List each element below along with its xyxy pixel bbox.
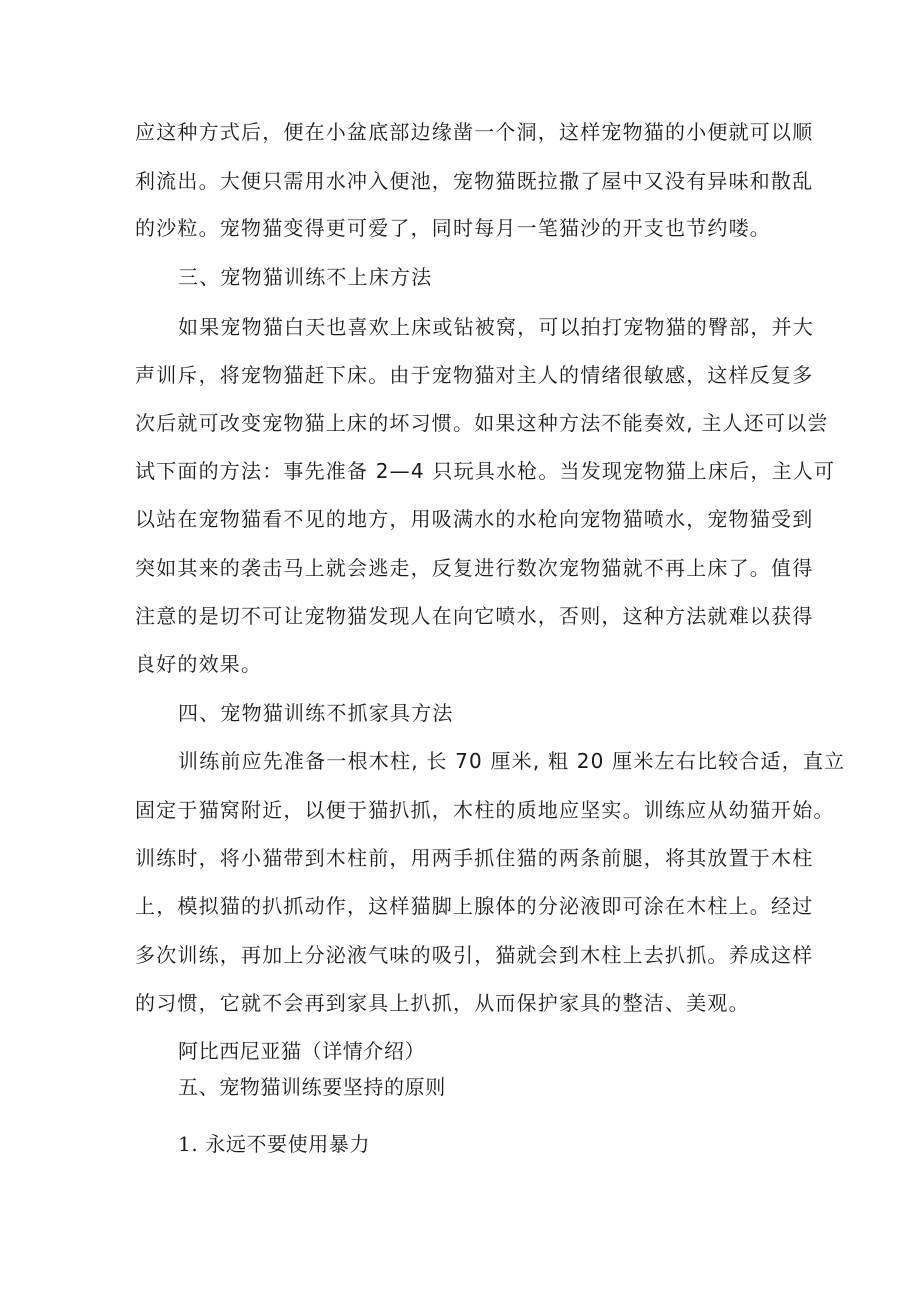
paragraph-1-line-3: 的沙粒。宠物猫变得更可爱了，同时每月一笔猫沙的开支也节约喽。 — [135, 216, 771, 240]
paragraph-2-line-1: 如果宠物猫白天也喜欢上床或钻被窝，可以拍打宠物猫的臀部，并大 — [178, 315, 814, 339]
paragraph-3-line-3: 训练时，将小猫带到木柱前，用两手抓住猫的两条前腿，将其放置于木柱 — [135, 846, 814, 870]
paragraph-3-line-1: 训练前应先准备一根木柱, 长 70 厘米, 粗 20 厘米左右比较合适，直立 — [178, 749, 846, 773]
paragraph-3-line-2: 固定于猫窝附近，以便于猫扒抓，木柱的质地应坚实。训练应从幼猫开始。 — [135, 798, 835, 822]
section-heading-4: 四、宠物猫训练不抓家具方法 — [178, 701, 454, 725]
paragraph-3-line-5: 多次训练，再加上分泌液气味的吸引，猫就会到木柱上去扒抓。养成这样 — [135, 943, 814, 967]
section-heading-5: 五、宠物猫训练要坚持的原则 — [178, 1075, 446, 1099]
paragraph-1-line-2: 利流出。大便只需用水冲入便池，宠物猫既拉撒了屋中又没有异味和散乱 — [135, 169, 814, 193]
paragraph-3-line-6: 的习惯，它就不会再到家具上扒抓，从而保护家具的整洁、美观。 — [135, 991, 750, 1015]
paragraph-2-line-6: 突如其来的袭击马上就会逃走，反复进行数次宠物猫就不再上床了。值得 — [135, 556, 814, 580]
paragraph-2-line-2: 声训斥，将宠物猫赶下床。由于宠物猫对主人的情绪很敏感，这样反复多 — [135, 363, 814, 387]
section-heading-3: 三、宠物猫训练不上床方法 — [178, 265, 433, 289]
link-abyssinian-cat[interactable]: 阿比西尼亚猫（详情介绍） — [178, 1039, 426, 1063]
paragraph-2-line-3: 次后就可改变宠物猫上床的坏习惯。如果这种方法不能奏效, 主人还可以尝 — [135, 411, 829, 435]
paragraph-2-line-4: 试下面的方法：事先准备 2—4 只玩具水枪。当发现宠物猫上床后，主人可 — [135, 459, 836, 483]
paragraph-2-line-5: 以站在宠物猫看不见的地方，用吸满水的水枪向宠物猫喷水，宠物猫受到 — [135, 507, 814, 531]
paragraph-1-line-1: 应这种方式后，便在小盆底部边缘凿一个洞，这样宠物猫的小便就可以顺 — [135, 120, 814, 144]
paragraph-2-line-7: 注意的是切不可让宠物猫发现人在向它喷水，否则，这种方法就难以获得 — [135, 604, 814, 628]
paragraph-3-line-4: 上，模拟猫的扒抓动作，这样猫脚上腺体的分泌液即可涂在木柱上。经过 — [135, 894, 814, 918]
list-item-1: 1. 永远不要使用暴力 — [178, 1132, 371, 1156]
paragraph-2-line-8: 良好的效果。 — [135, 652, 263, 676]
